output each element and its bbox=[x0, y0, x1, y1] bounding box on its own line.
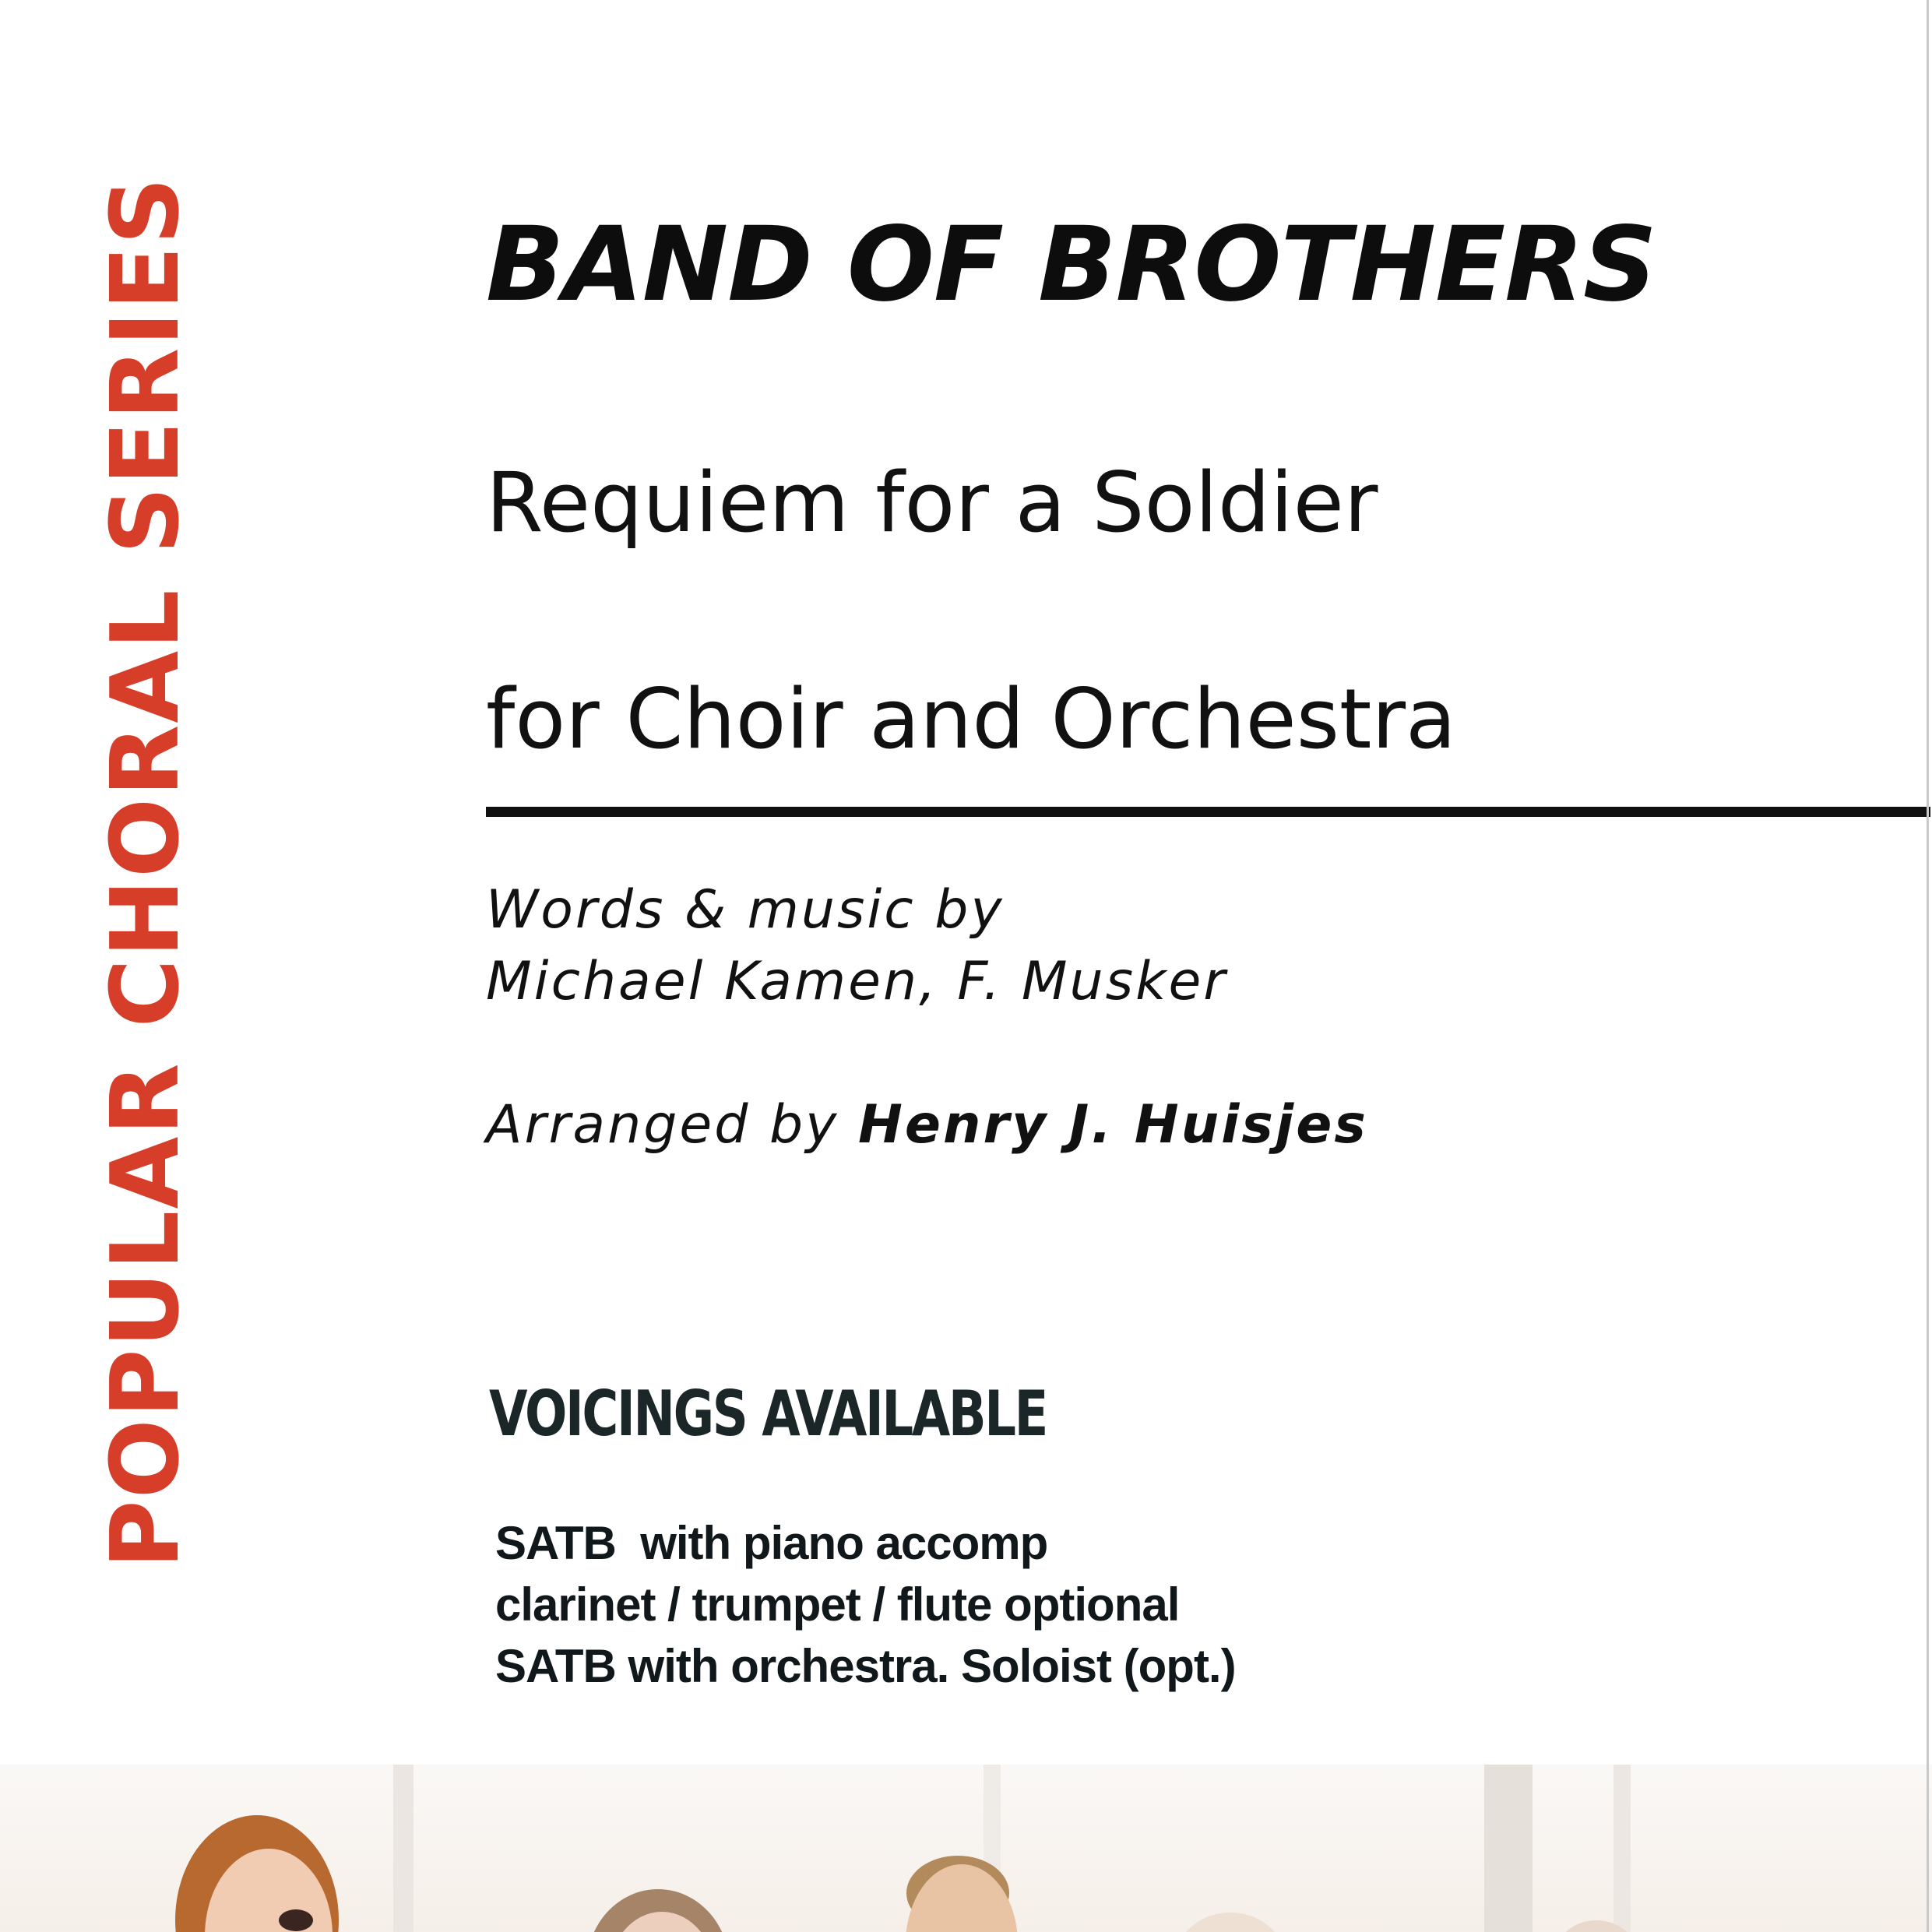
arranged-by-label: Arranged by bbox=[486, 1094, 858, 1156]
subtitle-line-1: Requiem for a Soldier bbox=[486, 455, 1378, 551]
composers: Michael Kamen, F. Musker bbox=[486, 951, 1228, 1012]
page-edge bbox=[1927, 0, 1929, 1932]
words-music-label: Words & music by bbox=[486, 879, 1005, 941]
voicing-item: SATB with piano accomp bbox=[495, 1517, 1048, 1569]
arranged-by bbox=[486, 1093, 1368, 1157]
voicing-item: SATB with orchestra. Soloist (opt.) bbox=[495, 1640, 1236, 1692]
choir-photo bbox=[0, 1765, 1932, 1932]
arranger-name: Henry J. Huisjes bbox=[858, 1094, 1368, 1156]
subtitle-line-2: for Choir and Orchestra bbox=[486, 671, 1457, 767]
series-label: POPULAR CHORAL SERIES bbox=[92, 175, 200, 1569]
voicing-list bbox=[495, 1512, 1236, 1697]
voicing-item: clarinet / trumpet / flute optional bbox=[495, 1578, 1180, 1631]
choir-photo-illustration bbox=[0, 1765, 1932, 1932]
divider bbox=[486, 807, 1930, 817]
voicings-heading: VOICINGS AVAILABLE bbox=[489, 1378, 1047, 1450]
title: BAND OF BROTHERS bbox=[486, 205, 1656, 325]
